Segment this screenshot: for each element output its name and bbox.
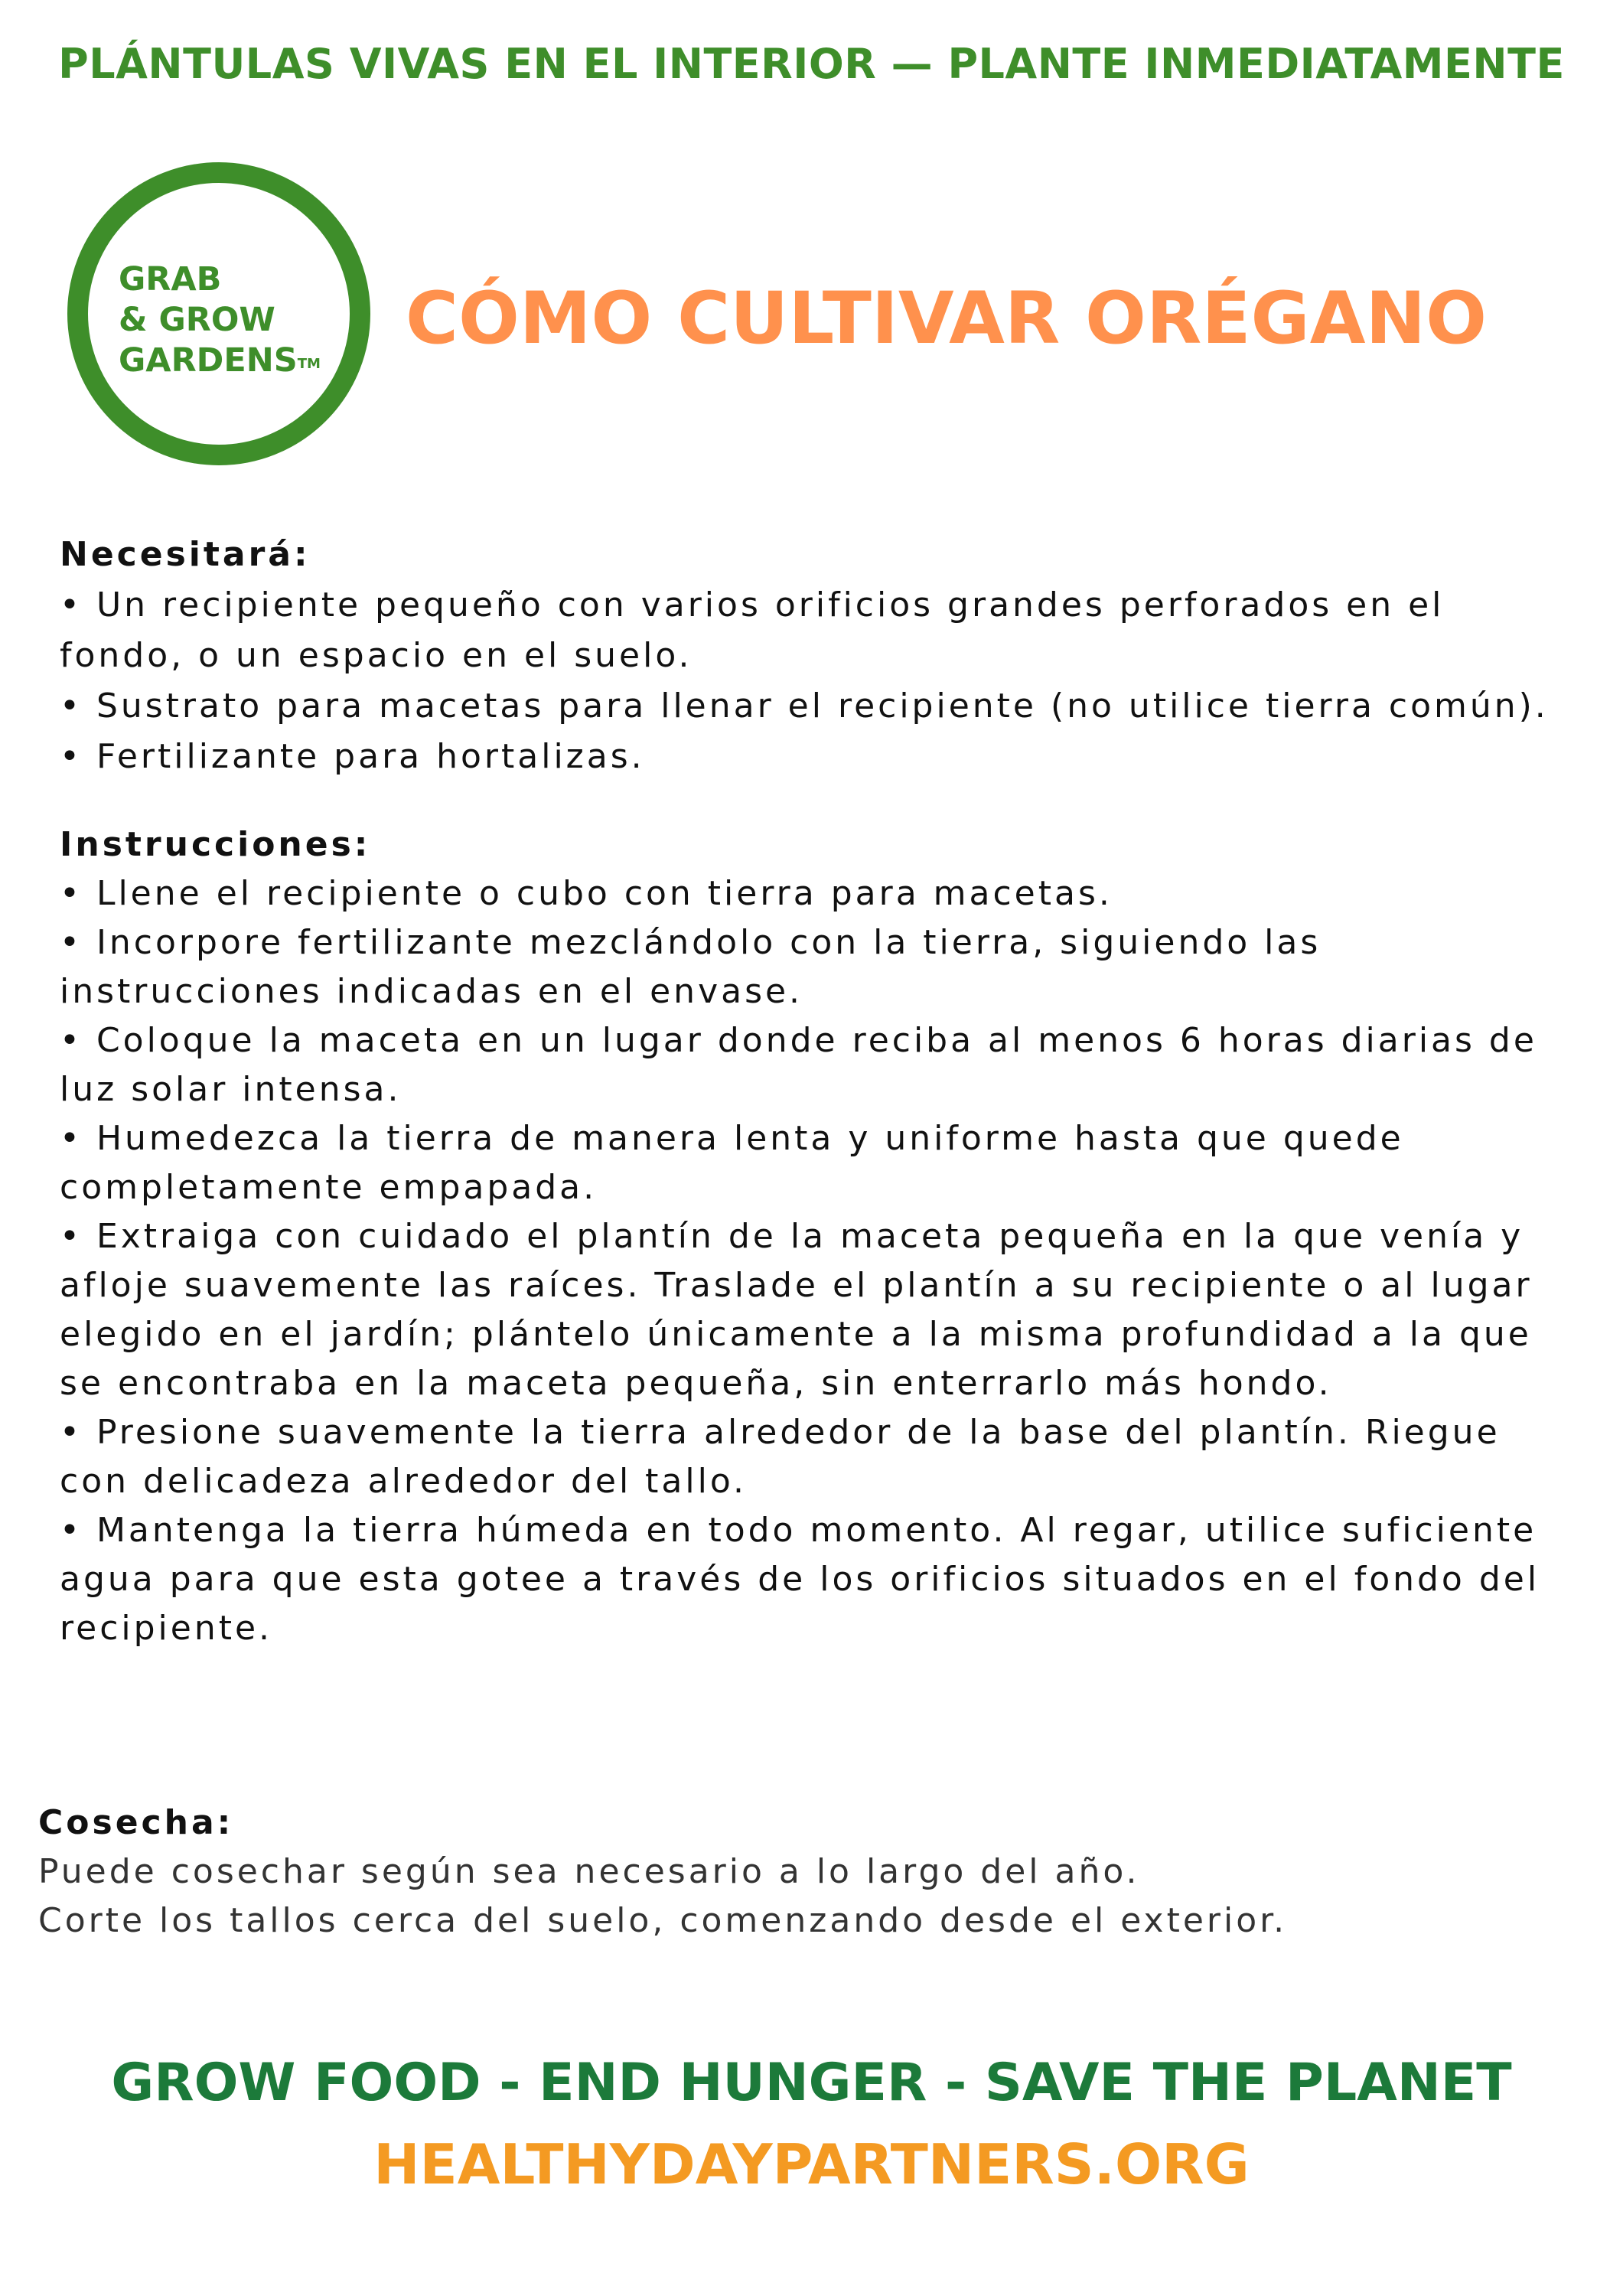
- harvest-section: [38, 1799, 1584, 1945]
- logo-line-2: & GROW: [119, 301, 275, 339]
- needs-item: • Un recipiente pequeño con varios orificios grandes perforados en el fondo, o un espacio en el suelo.: [60, 585, 1445, 675]
- instructions-heading: Instrucciones:: [60, 825, 371, 864]
- instruction-item: • Presione suavemente la tierra alrededor de la base del plantín. Riegue con delicadeza alrededor del tallo.: [60, 1413, 1501, 1501]
- top-banner: PLÁNTULAS VIVAS EN EL INTERIOR — PLANTE INMEDIATAMENTE: [58, 40, 1565, 88]
- grab-and-grow-logo: [67, 162, 370, 465]
- harvest-heading: Cosecha:: [38, 1803, 234, 1842]
- logo-text: [119, 259, 321, 381]
- needs-item: • Sustrato para macetas para llenar el recipiente (no utilice tierra común).: [60, 687, 1549, 726]
- instruction-item: • Humedezca la tierra de manera lenta y uniforme hasta que quede completamente empapada.: [60, 1119, 1404, 1207]
- logo-line-1: GRAB: [119, 260, 222, 298]
- harvest-line: Puede cosechar según sea necesario a lo largo del año.: [38, 1852, 1140, 1891]
- page-title: CÓMO CULTIVAR ORÉGANO: [406, 277, 1488, 360]
- instruction-item: • Coloque la maceta en un lugar donde reciba al menos 6 horas diarias de luz solar intensa.: [60, 1021, 1537, 1109]
- logo-line-3: [119, 341, 321, 381]
- needs-section: [60, 530, 1582, 782]
- section-spacer: [60, 782, 1582, 820]
- logo-trademark: TM: [297, 356, 321, 372]
- instruction-item: • Extraiga con cuidado el plantín de la maceta pequeña en la que venía y afloje suavemente las raíces. Traslade el plantín a su recipiente o al lugar elegido en el jardín; plántelo únicamente a la misma profundidad a la que se encontraba en la maceta pequeña, sin enterrarlo más hondo.: [60, 1217, 1533, 1403]
- instructions-section: [60, 820, 1582, 1653]
- logo-line-3-text: GARDENS: [119, 341, 298, 380]
- footer-website: HEALTHYDAYPARTNERS.ORG: [373, 2132, 1250, 2197]
- instruction-item: • Llene el recipiente o cubo con tierra para macetas.: [60, 874, 1113, 913]
- needs-heading: Necesitará:: [60, 535, 311, 574]
- main-content: [60, 530, 1582, 1653]
- instruction-item: • Mantenga la tierra húmeda en todo momento. Al regar, utilice suficiente agua para que esta gotee a través de los orificios situados en el fondo del recipiente.: [60, 1511, 1540, 1648]
- footer-slogan: GROW FOOD - END HUNGER - SAVE THE PLANET: [111, 2053, 1512, 2113]
- harvest-line: Corte los tallos cerca del suelo, comenzando desde el exterior.: [38, 1901, 1288, 1940]
- needs-item: • Fertilizante para hortalizas.: [60, 737, 645, 776]
- instruction-item: • Incorpore fertilizante mezclándolo con la tierra, siguiendo las instrucciones indicadas en el envase.: [60, 923, 1322, 1011]
